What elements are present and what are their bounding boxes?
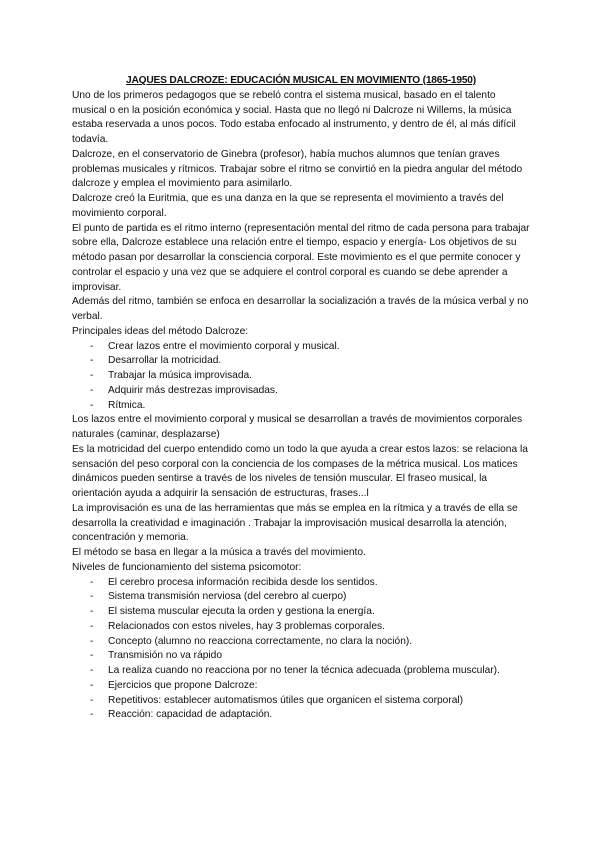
dash-bullet: - (90, 370, 94, 381)
dash-bullet: - (90, 606, 94, 617)
niveles-list (72, 576, 530, 724)
body-section (72, 413, 530, 575)
list-item (72, 620, 530, 635)
list-item-text: Relacionados con estos niveles, hay 3 problemas corporales. (108, 620, 385, 632)
list-item (72, 694, 530, 709)
dash-bullet: - (90, 679, 94, 691)
list-item (72, 369, 530, 384)
list-item-text: Ejercicios que propone Dalcroze: (108, 679, 258, 691)
list-item-text: Sistema transmisión nerviosa (del cerebro al cuerpo) (108, 591, 347, 603)
paragraph-geneva: Dalcroze, en el conservatorio de Ginebra (profesor), había muchos alumnos que tenían graves problemas musicales y rítmicos. Trabajar sobre el ritmo se convirtió en la piedra angular del método dalcroze y emplea el movimiento para asimilarlo. (72, 148, 523, 190)
list-item-text: Repetitivos: establecer automatismos útiles que organicen el sistema corporal) (108, 694, 464, 706)
list-item (72, 605, 530, 620)
paragraph-euritmia: Dalcroze creó la Euritmia, que es una danza en la que se representa el movimiento a través del movimiento corporal. (72, 193, 504, 219)
list-item-text: El sistema muscular ejecuta la orden y gestiona la energía. (108, 606, 375, 617)
dash-bullet: - (90, 384, 94, 396)
dash-bullet: - (90, 635, 94, 647)
dash-bullet: - (90, 340, 94, 352)
paragraph-metodo: El método se basa en llegar a la música a través del movimiento. (72, 547, 366, 558)
dash-bullet: - (90, 650, 94, 662)
paragraph-improvisacion: La improvisación es una de las herramientas que más se emplea en la rítmica y a través de ella se desarrolla la creatividad e imaginación . Trabajar la improvisación musical desarrolla la atención, concentración y memoria. (72, 502, 518, 544)
paragraph-ritmo-interno: El punto de partida es el ritmo interno (representación mental del ritmo de cada persona para trabajar sobre ella, Dalcroze establece una relación entre el tiempo, espacio y energía- Los objetivos de su método pasan por desarrollar la consciencia corporal. Este movimiento es el que permite conocer y controlar el espacio y una vez que se adquiere el control corporal es cuando se debe aprender a improvisar. (72, 222, 530, 293)
list-item-text: Reacción: capacidad de adaptación. (108, 709, 273, 721)
list-item (72, 384, 530, 399)
ideas-list (72, 340, 530, 414)
paragraph-socializacion: Además del ritmo, también se enfoca en desarrollar la socialización a través de la música verbal y no verbal. (72, 296, 529, 322)
dash-bullet: - (90, 399, 94, 411)
list-item (72, 399, 530, 414)
list-item-text: Desarrollar la motricidad. (108, 355, 222, 367)
paragraph-intro: Uno de los primeros pedagogos que se rebeló contra el sistema musical, basado en el talento musical o en la posición económica y social. Hasta que no llegó ni Dalcroze ni Willems, la música estaba reservada a unos pocos. Todo estaba enfocado al instrumento, y dentro de él, al más difícil todavía. (72, 89, 516, 145)
list-item (72, 649, 530, 664)
document-title: JAQUES DALCROZE: EDUCACIÓN MUSICAL EN MOVIMIENTO (1865-1950) (126, 75, 476, 86)
paragraph-principales-ideas: Principales ideas del método Dalcroze: (72, 325, 249, 337)
paragraph-niveles: Niveles de funcionamiento del sistema psicomotor: (72, 561, 302, 573)
list-item-text: La realiza cuando no reacciona por no tener la técnica adecuada (problema muscular). (108, 665, 500, 676)
dash-bullet: - (90, 665, 94, 676)
dash-bullet: - (90, 620, 94, 632)
dash-bullet: - (90, 694, 94, 706)
list-item-text: Adquirir más destrezas improvisadas. (108, 384, 278, 396)
list-item-text: Transmisión no va rápido (108, 650, 223, 662)
document-page (72, 74, 530, 723)
list-item-text: Rítmica. (108, 399, 146, 411)
paragraph-motricidad: Es la motricidad del cuerpo entendido como un todo la que ayuda a crear estos lazos: se relaciona la sensación del peso corporal con la conciencia de los compases de la métrica musical. Los matices dinámicos pueden sentirse a través de los niveles de tensión muscular. El fraseo musical, la orientación ayuda a adquirir la sensación de estructuras, frases...l (72, 443, 528, 499)
list-item (72, 708, 530, 723)
intro-section (72, 89, 530, 340)
list-item (72, 576, 530, 591)
list-item (72, 354, 530, 369)
list-item (72, 340, 530, 355)
list-item-text: Crear lazos entre el movimiento corporal y musical. (108, 340, 340, 352)
list-item (72, 664, 530, 679)
dash-bullet: - (90, 709, 94, 721)
list-item (72, 635, 530, 650)
list-item-text: Concepto (alumno no reacciona correctamente, no clara la noción). (108, 635, 413, 647)
list-item (72, 590, 530, 605)
paragraph-lazos: Los lazos entre el movimiento corporal y musical se desarrollan a través de movimientos corporales naturales (caminar, desplazarse) (72, 414, 523, 440)
list-item-text: El cerebro procesa información recibida desde los sentidos. (108, 576, 378, 588)
dash-bullet: - (90, 355, 94, 367)
dash-bullet: - (90, 576, 94, 588)
dash-bullet: - (90, 591, 94, 603)
list-item-text: Trabajar la música improvisada. (108, 370, 252, 381)
list-item (72, 679, 530, 694)
